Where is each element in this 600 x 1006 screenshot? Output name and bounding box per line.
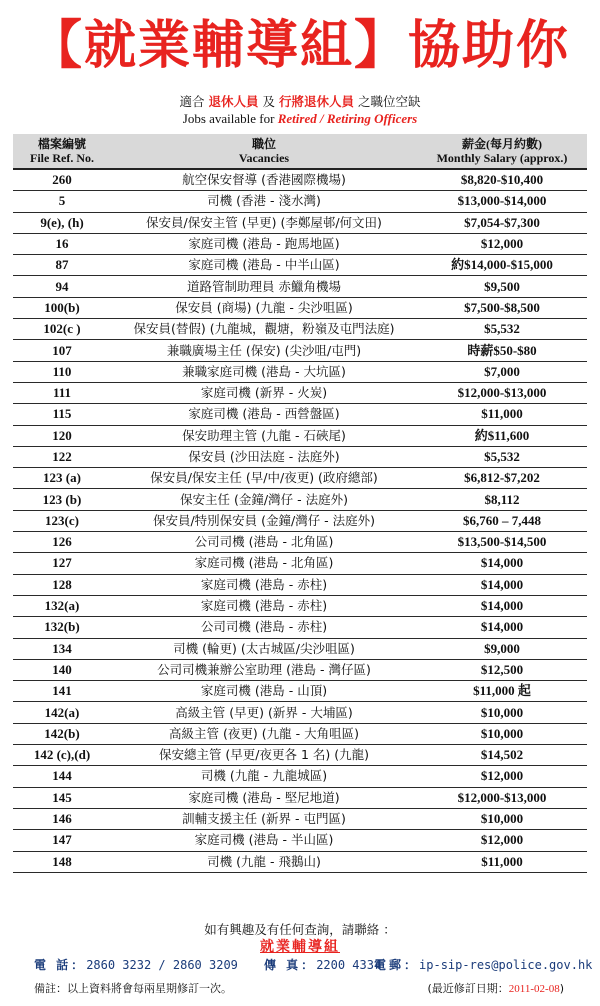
position-cell: 保安員/特別保安員 (金鐘/灣仔 - 法庭外) [111,510,417,531]
position-cell: 家庭司機 (港島 - 西營盤區) [111,404,417,425]
table-row [13,404,587,425]
page-title: 【就業輔導組】協助你 [29,16,570,76]
table-row [13,340,587,361]
salary-cell: $11,000 起 [417,681,587,702]
file-ref-cell: 5 [13,191,111,212]
salary-cell: 約$14,000-$15,000 [417,255,587,276]
position-cell: 保安助理主管 (九龍 - 石硤尾) [111,425,417,446]
position-cell: 司機 (香港 - 淺水灣) [111,191,417,212]
salary-cell: $8,112 [417,489,587,510]
position-cell: 保安員 (沙田法庭 - 法庭外) [111,446,417,467]
position-cell: 保安員 (商場) (九龍 - 尖沙咀區) [111,297,417,318]
table-row [13,830,587,851]
file-ref-cell: 140 [13,659,111,680]
table-row [13,191,587,212]
col-sal-zh: 薪金(每月約數) [462,137,542,151]
file-ref-cell: 132(b) [13,617,111,638]
file-ref-cell: 102(c ) [13,319,111,340]
revised-date: 2011-02-08 [508,983,560,995]
table-row [13,617,587,638]
file-ref-cell: 146 [13,808,111,829]
table-row [13,532,587,553]
table-row [13,361,587,382]
salary-cell: $13,500-$14,500 [417,532,587,553]
position-cell: 高級主管 (夜更) (九龍 - 大角咀區) [111,723,417,744]
file-ref-cell: 134 [13,638,111,659]
table-row [13,489,587,510]
col-ref-en: File Ref. No. [30,151,94,165]
salary-cell: $12,000 [417,233,587,254]
table-row [13,745,587,766]
col-pos-en: Vacancies [238,151,290,165]
file-ref-cell: 94 [13,276,111,297]
email-label: 電郵： [374,958,420,972]
subtitle-suffix: 之職位空缺 [357,94,421,109]
table-row [13,553,587,574]
email-link[interactable]: ip-sip-res@police.gov.hk [419,958,593,972]
table-row [13,169,587,191]
table-row [13,212,587,233]
footer [34,980,564,998]
table-row [13,468,587,489]
file-ref-cell: 142(a) [13,702,111,723]
col-ref-header [13,134,111,169]
subtitle-en-highlight: Retired / Retiring Officers [277,111,418,126]
footer-note: 備註：以上資料將會每兩星期修訂一次。 [34,982,232,995]
position-cell: 保安總主管 (早更/夜更各 1 名) (九龍) [111,745,417,766]
position-cell: 兼職家庭司機 (港島 - 大坑區) [111,361,417,382]
file-ref-cell: 132(a) [13,595,111,616]
file-ref-cell: 107 [13,340,111,361]
salary-cell: $7,000 [417,361,587,382]
salary-cell: $9,000 [417,638,587,659]
salary-cell: $14,502 [417,745,587,766]
table-row [13,766,587,787]
table-row [13,574,587,595]
position-cell: 保安員(替假) (九龍城，觀塘，粉嶺及屯門法庭) [111,319,417,340]
fax-value: 2200 4334 [316,958,382,972]
file-ref-cell: 122 [13,446,111,467]
table-row [13,702,587,723]
file-ref-cell: 128 [13,574,111,595]
file-ref-cell: 144 [13,766,111,787]
col-salary-header [417,134,587,169]
file-ref-cell: 123(c) [13,510,111,531]
position-cell: 道路管制助理員 赤鱲角機場 [111,276,417,297]
salary-cell: $14,000 [417,595,587,616]
salary-cell: $7,500-$8,500 [417,297,587,318]
salary-cell: $6,812-$7,202 [417,468,587,489]
salary-cell: $14,000 [417,553,587,574]
table-row [13,255,587,276]
position-cell: 保安主任 (金鐘/灣仔 - 法庭外) [111,489,417,510]
salary-cell: $10,000 [417,808,587,829]
salary-cell: $12,000-$13,000 [417,787,587,808]
salary-cell: $11,000 [417,404,587,425]
file-ref-cell: 87 [13,255,111,276]
salary-cell: $10,000 [417,702,587,723]
salary-cell: $9,500 [417,276,587,297]
position-cell: 家庭司機 (新界 - 火炭) [111,382,417,403]
position-cell: 公司司機 (港島 - 北角區) [111,532,417,553]
table-row [13,276,587,297]
position-cell: 公司司機 (港島 - 赤柱) [111,617,417,638]
salary-cell: $6,760 – 7,448 [417,510,587,531]
salary-cell: $5,532 [417,319,587,340]
salary-cell: $12,000 [417,830,587,851]
subtitle-and: 及 [262,94,275,109]
fax-label: 傳 真： [264,958,317,972]
position-cell: 家庭司機 (港島 - 赤柱) [111,574,417,595]
salary-cell: $7,054-$7,300 [417,212,587,233]
subtitle-prefix: 適合 [179,94,205,109]
col-ref-zh: 檔案編號 [37,137,86,151]
jobs-table-body [13,169,587,872]
position-cell: 訓輔支援主任 (新界 - 屯門區) [111,808,417,829]
group-name: 就業輔導組 [260,939,340,955]
file-ref-cell: 111 [13,382,111,403]
contact-details [34,955,593,975]
salary-cell: 約$11,600 [417,425,587,446]
revised-close: ) [559,982,564,995]
file-ref-cell: 123 (b) [13,489,111,510]
file-ref-cell: 110 [13,361,111,382]
table-row [13,723,587,744]
salary-cell: $10,000 [417,723,587,744]
position-cell: 家庭司機 (港島 - 半山區) [111,830,417,851]
col-pos-zh: 職位 [251,137,276,151]
jobs-table [13,134,587,873]
salary-cell: $8,820-$10,400 [417,169,587,191]
position-cell: 保安員/保安主任 (早/中/夜更) (政府總部) [111,468,417,489]
phone-label: 電 話： [34,958,87,972]
table-row [13,659,587,680]
position-cell: 高級主管 (早更) (新界 - 大埔區) [111,702,417,723]
table-row [13,638,587,659]
subtitle-zh [0,94,600,110]
position-cell: 家庭司機 (港島 - 山頂) [111,681,417,702]
position-cell: 航空保安督導 (香港國際機場) [111,169,417,191]
file-ref-cell: 120 [13,425,111,446]
position-cell: 保安員/保安主管 (早更) (李鄭屋邨/何文田) [111,212,417,233]
revised-label: (最近修訂日期： [427,982,509,995]
file-ref-cell: 142 (c),(d) [13,745,111,766]
file-ref-cell: 145 [13,787,111,808]
table-row [13,851,587,872]
table-row [13,382,587,403]
position-cell: 家庭司機 (港島 - 北角區) [111,553,417,574]
revision-info [427,980,564,998]
table-row [13,595,587,616]
file-ref-cell: 9(e), (h) [13,212,111,233]
file-ref-cell: 127 [13,553,111,574]
subtitle-retiring: 行將退休人員 [278,94,354,109]
salary-cell: $14,000 [417,617,587,638]
file-ref-cell: 126 [13,532,111,553]
file-ref-cell: 123 (a) [13,468,111,489]
table-row [13,681,587,702]
table-header-row [13,134,587,169]
position-cell: 家庭司機 (港島 - 中半山區) [111,255,417,276]
table-row [13,297,587,318]
salary-cell: $13,000-$14,000 [417,191,587,212]
table-row [13,787,587,808]
position-cell: 兼職廣場主任 (保安) (尖沙咀/屯門) [111,340,417,361]
subtitle-en [0,111,600,127]
salary-cell: $12,000-$13,000 [417,382,587,403]
salary-cell: $11,000 [417,851,587,872]
file-ref-cell: 142(b) [13,723,111,744]
table-row [13,233,587,254]
subtitle-en-prefix: Jobs available for [182,111,275,126]
table-row [13,319,587,340]
col-position-header [111,134,417,169]
salary-cell: $12,500 [417,659,587,680]
subtitle-retired: 退休人員 [208,94,259,109]
file-ref-cell: 115 [13,404,111,425]
position-cell: 司機 (九龍 - 飛鵝山) [111,851,417,872]
file-ref-cell: 16 [13,233,111,254]
salary-cell: 時薪$50-$80 [417,340,587,361]
position-cell: 家庭司機 (港島 - 跑馬地區) [111,233,417,254]
file-ref-cell: 260 [13,169,111,191]
table-row [13,446,587,467]
col-sal-en: Monthly Salary (approx.) [436,151,568,165]
table-row [13,510,587,531]
table-row [13,425,587,446]
salary-cell: $12,000 [417,766,587,787]
position-cell: 司機 (輪更) (太古城區/尖沙咀區) [111,638,417,659]
file-ref-cell: 147 [13,830,111,851]
enquiry-text: 如有興趣及有任何查詢，請聯絡 ： [204,922,396,937]
position-cell: 公司司機兼辦公室助理 (港島 - 灣仔區) [111,659,417,680]
table-row [13,808,587,829]
file-ref-cell: 100(b) [13,297,111,318]
position-cell: 家庭司機 (港島 - 堅尼地道) [111,787,417,808]
salary-cell: $5,532 [417,446,587,467]
file-ref-cell: 141 [13,681,111,702]
position-cell: 家庭司機 (港島 - 赤柱) [111,595,417,616]
phone-value: 2860 3232 / 2860 3209 [86,958,238,972]
file-ref-cell: 148 [13,851,111,872]
position-cell: 司機 (九龍 - 九龍城區) [111,766,417,787]
salary-cell: $14,000 [417,574,587,595]
